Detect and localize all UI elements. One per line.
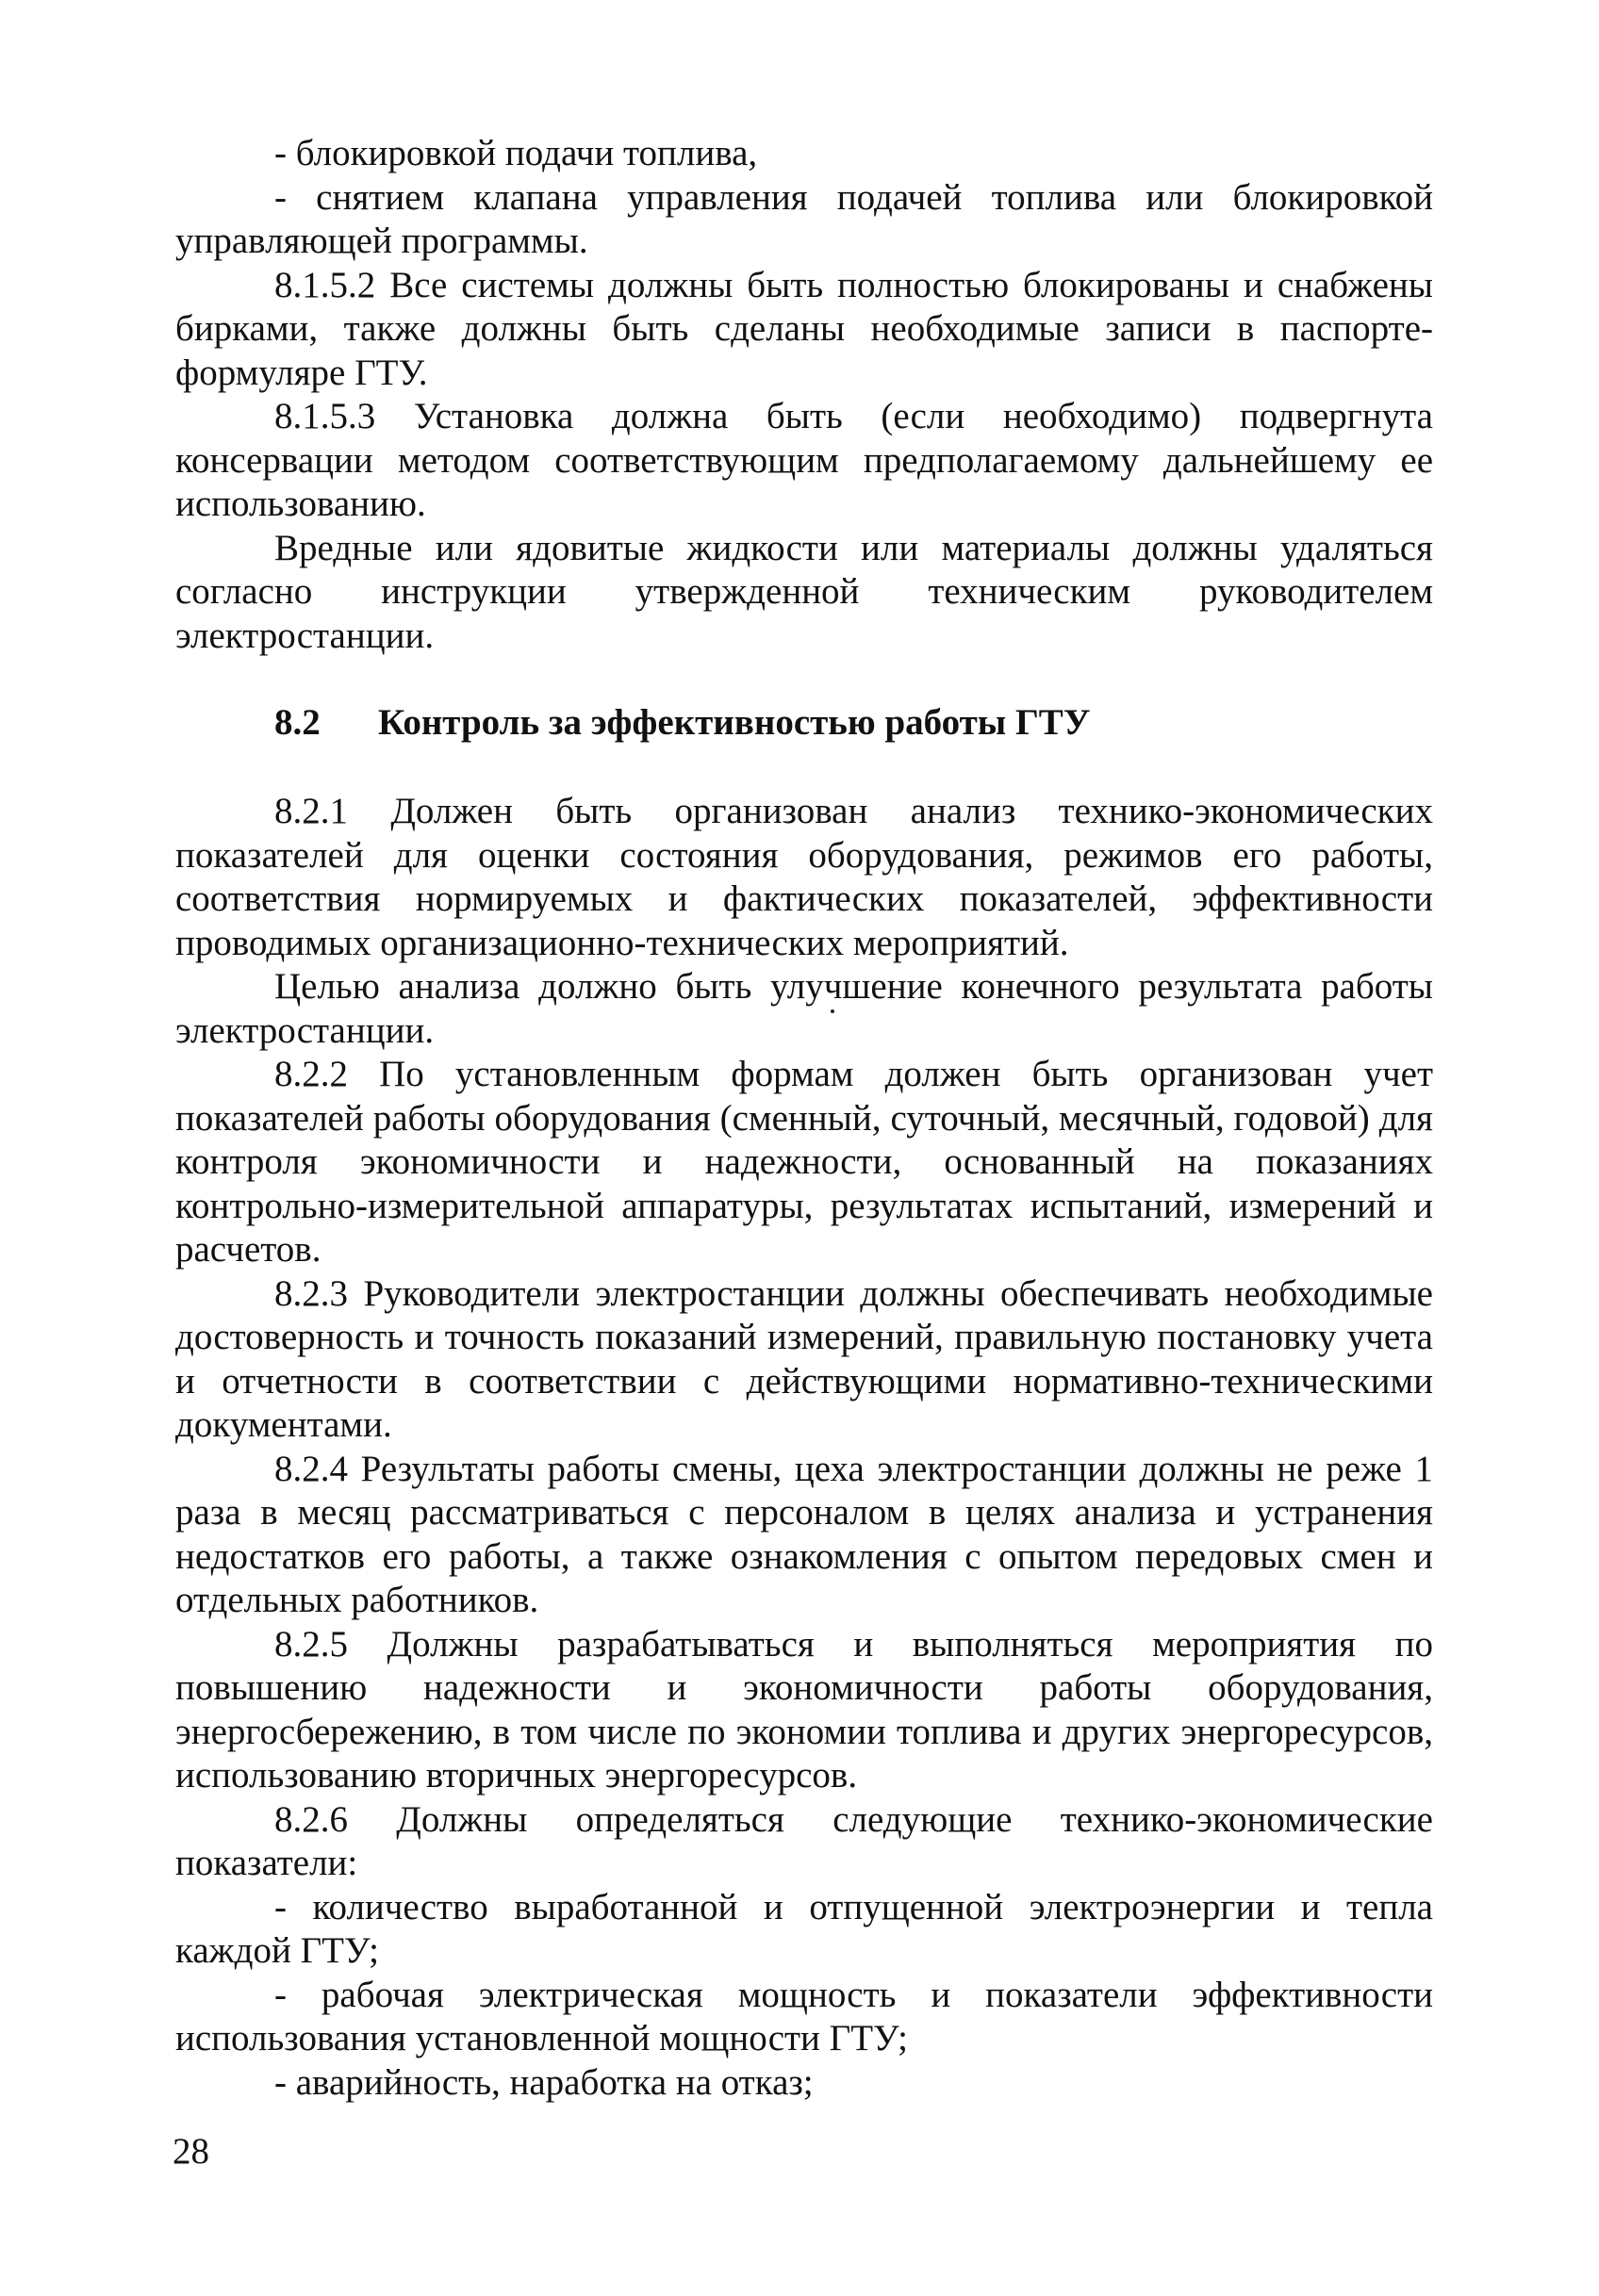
- paragraph: - количество выработанной и отпущенной электроэнергии и тепла каждой ГТУ;: [175, 1886, 1433, 1971]
- paragraph: - рабочая электрическая мощность и показатели эффективности использования установленной мощности ГТУ;: [175, 1974, 1433, 2058]
- paragraph: - аварийность, наработка на отказ;: [274, 2061, 814, 2103]
- paragraph: 8.2.3 Руководители электростанции должны обеспечивать необходимые достоверность и точность показаний измерений, правильную постановку учета и отчетности в соответствии с действующими нормативно-техническими документами.: [175, 1272, 1433, 1445]
- scan-speck: [831, 1009, 834, 1013]
- paragraph: 8.2.1 Должен быть организован анализ технико-экономических показателей для оценки состояния оборудования, режимов его работы, соответствия нормируемых и фактических показателей, эффективности проводимых организационно-технических мероприятий.: [175, 791, 1433, 963]
- paragraph: 8.2.5 Должны разрабатываться и выполняться мероприятия по повышению надежности и экономичности работы оборудования, энергосбережению, в том числе по экономии топлива и других энергоресурсов, использованию вторичных энергоресурсов.: [175, 1623, 1433, 1796]
- body-text: [175, 132, 1433, 2105]
- paragraph: - блокировкой подачи топлива,: [274, 133, 758, 173]
- page-number: 28: [173, 2131, 209, 2172]
- paragraph: 8.1.5.3 Установка должна быть (если необходимо) подвергнута консервации методом соответствующим предполагаемому дальнейшему ее использованию.: [175, 396, 1433, 524]
- paragraph: Вредные или ядовитые жидкости или материалы должны удаляться согласно инструкции утвержденной техническим руководителем электростанции.: [175, 527, 1433, 656]
- paragraph: Целью анализа должно быть улучшение конечного результата работы электростанции.: [175, 966, 1433, 1051]
- paragraph: 8.1.5.2 Все системы должны быть полностью блокированы и снабжены бирками, также должны быть сделаны необходимые записи в паспорте-формуляре ГТУ.: [175, 264, 1433, 393]
- paragraph: 8.2.6 Должны определяться следующие технико-экономические показатели:: [175, 1798, 1433, 1883]
- section-heading: [175, 701, 1433, 745]
- paragraph: - снятием клапана управления подачей топлива или блокировкой управляющей программы.: [175, 176, 1433, 261]
- section-number: 8.2: [274, 702, 321, 743]
- paragraph: 8.2.2 По установленным формам должен быть организован учет показателей работы оборудования (сменный, суточный, месячный, годовой) для контроля экономичности и надежности, основанный на показаниях контрольно-измерительной аппаратуры, результатах испытаний, измерений и расчетов.: [175, 1054, 1433, 1270]
- paragraph: 8.2.4 Результаты работы смены, цеха электростанции должны не реже 1 раза в месяц рассматриваться с персоналом в целях анализа и устранения недостатков его работы, а также ознакомления с опытом передовых смен и отдельных работников.: [175, 1448, 1433, 1620]
- section-title: Контроль за эффективностью работы ГТУ: [378, 702, 1091, 743]
